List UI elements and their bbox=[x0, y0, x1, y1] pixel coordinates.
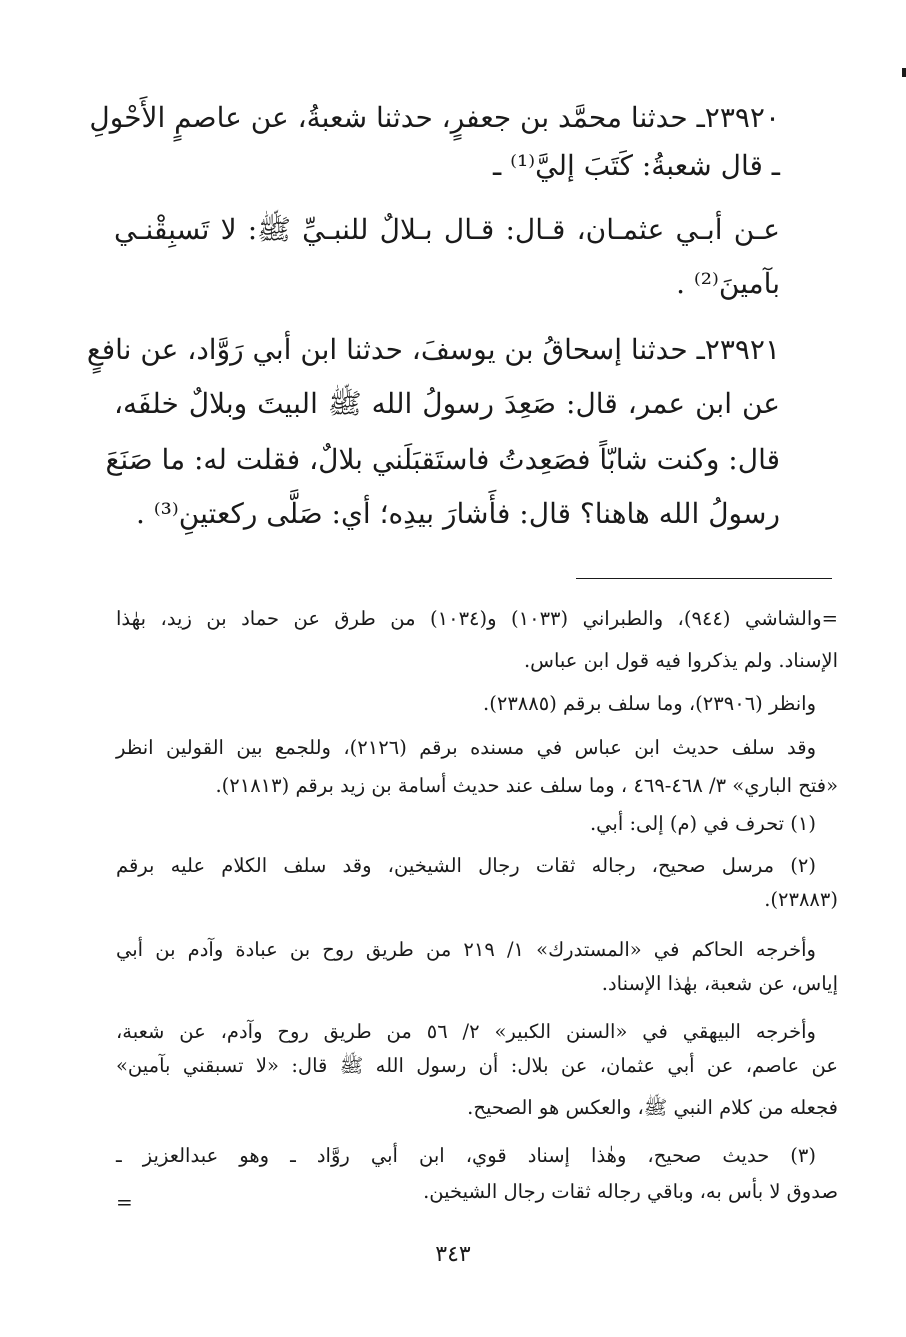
hadith-23921-line-4: رسولُ الله هاهنا؟ قال: فأَشارَ بيدِه؛ أي: صَلَّى ركعتينِ⁽³⁾ . bbox=[135, 497, 780, 530]
hadith-23920-line-1: ٢٣٩٢٠ـ حدثنا محمَّد بن جعفرٍ، حدثنا شعبةُ، عن عاصمٍ الأَحْولِ bbox=[89, 101, 780, 134]
hadith-23920-line-3: عـن أبـي عثمـان، قـال: قـال بـلالٌ للنبـيِّ ﷺ: لا تَسبِقْنـي bbox=[114, 213, 780, 246]
footnote-separator bbox=[576, 578, 832, 579]
footnote-line: وانظر (٢٣٩٠٦)، وما سلف برقم (٢٣٨٨٥). bbox=[483, 692, 816, 715]
footnote-line: صدوق لا بأس به، وباقي رجاله ثقات رجال الشيخين. bbox=[423, 1180, 838, 1203]
page-number: ٣٤٣ bbox=[435, 1242, 471, 1267]
hadith-23920-line-4: بآمينَ⁽²⁾ . bbox=[676, 267, 780, 300]
footnote-line: الإسناد. ولم يذكروا فيه قول ابن عباس. bbox=[523, 649, 838, 672]
footnote-line: وقد سلف حديث ابن عباس في مسنده برقم (٢١٢٦)، وللجمع بين القولين انظر bbox=[116, 736, 816, 759]
footnote-line: وأخرجه الحاكم في «المستدرك» ١/ ٢١٩ من طريق روح بن عبادة وآدم بن أبي bbox=[116, 938, 816, 961]
footnote-line: (٢) مرسل صحيح، رجاله ثقات رجال الشيخين، وقد سلف الكلام عليه برقم bbox=[116, 854, 816, 877]
footnote-line: (٢٣٨٨٣). bbox=[764, 888, 838, 911]
footnote-line: (١) تحرف في (م) إلى: أبي. bbox=[589, 812, 816, 835]
footnote-line: إياس، عن شعبة، بهٰذا الإسناد. bbox=[601, 972, 838, 995]
footnote-line: فجعله من كلام النبي ﷺ، والعكس هو الصحيح. bbox=[467, 1096, 838, 1119]
hadith-23920-line-2: ـ قال شعبةُ: كَتَبَ إليَّ⁽¹⁾ ـ bbox=[493, 149, 780, 182]
footnote-line: =والشاشي (٩٤٤)، والطبراني (١٠٣٣) و(١٠٣٤) من طرق عن حماد بن زيد، بهٰذا bbox=[116, 607, 838, 630]
footnote-line: عن عاصم، عن أبي عثمان، عن بلال: أن رسول الله ﷺ قال: «لا تسبقني بآمين» bbox=[116, 1054, 838, 1077]
footnote-line: (٣) حديث صحيح، وهٰذا إسناد قوي، ابن أبي روَّاد ـ وهو عبدالعزيز ـ bbox=[116, 1144, 816, 1167]
page-edge-mark bbox=[902, 68, 906, 77]
continuation-mark: = bbox=[116, 1190, 133, 1214]
footnote-line: «فتح الباري» ٣/ ٤٦٨-٤٦٩ ، وما سلف عند حديث أسامة بن زيد برقم (٢١٨١٣). bbox=[215, 774, 838, 797]
hadith-23921-line-1: ٢٣٩٢١ـ حدثنا إسحاقُ بن يوسفَ، حدثنا ابن أبي رَوَّاد، عن نافعٍ bbox=[86, 333, 780, 366]
hadith-23921-line-3: قال: وكنت شابّاً فصَعِدتُ فاستَقبَلَني بلالٌ، فقلت له: ما صَنَعَ bbox=[105, 443, 780, 476]
footnote-line: وأخرجه البيهقي في «السنن الكبير» ٢/ ٥٦ من طريق روح وآدم، عن شعبة، bbox=[116, 1020, 816, 1043]
hadith-23921-line-2: عن ابن عمر، قال: صَعِدَ رسولُ الله ﷺ البيتَ وبلالٌ خلفَه، bbox=[114, 387, 780, 420]
